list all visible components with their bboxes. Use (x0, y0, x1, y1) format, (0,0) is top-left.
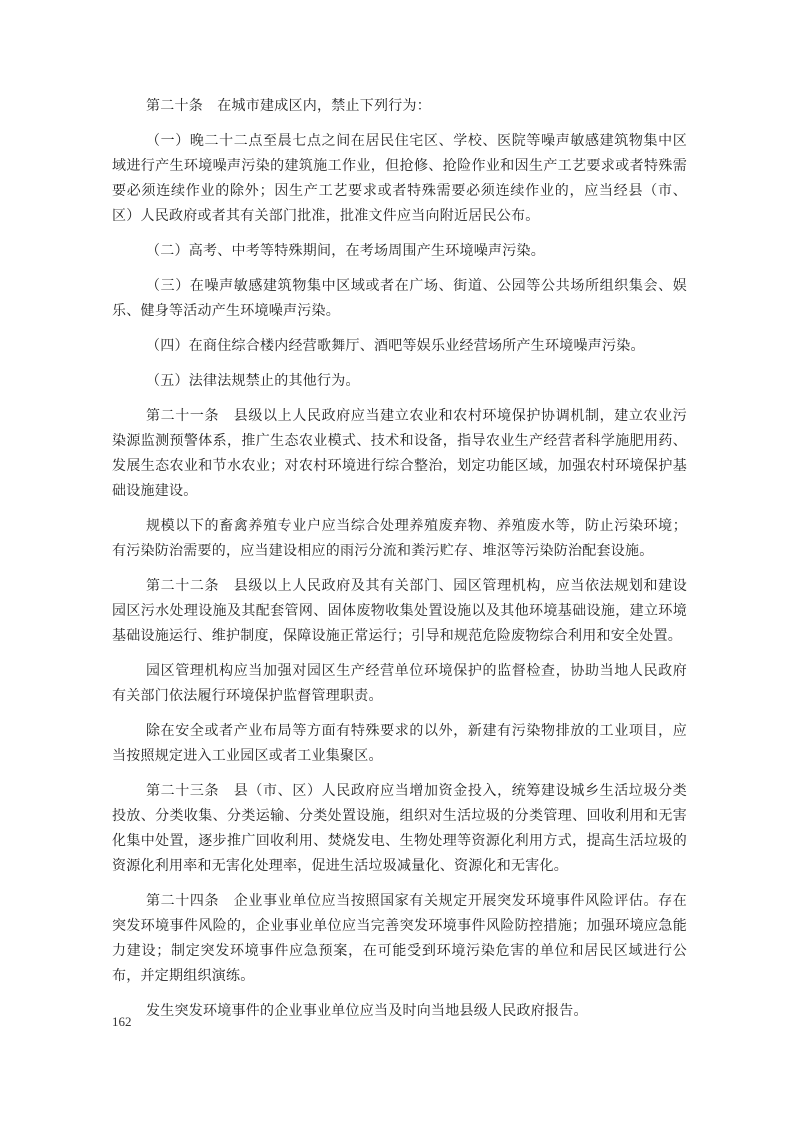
paragraph-article-24: 第二十四条 企业事业单位应当按照国家有关规定开展突发环境事件风险评估。存在突发环境事件风险的，企业事业单位应当完善突发环境事件风险防控措施；加强环境应急能力建设；制定突发环境事件应急预案，在可能受到环境污染危害的单位和居民区域进行公布，并定期组织演练。 (112, 893, 687, 984)
paragraph-article-21: 第二十一条 县级以上人民政府应当建立农业和农村环境保护协调机制，建立农业污染源监测预警体系，推广生态农业模式、技术和设备，指导农业生产经营者科学施肥用药、发展生态农业和节水农业；对农村环境进行综合整治，划定功能区域，加强农村环境保护基础设施建设。 (112, 408, 687, 499)
paragraph-article-20-item-2: （二）高考、中考等特殊期间，在考场周围产生环境噪声污染。 (146, 243, 545, 259)
paragraph-article-20-item-5: （五）法律法规禁止的其他行为。 (146, 373, 360, 389)
paragraph-article-21-livestock: 规模以下的畜禽养殖专业户应当综合处理养殖废弃物、养殖废水等，防止污染环境；有污染防治需要的，应当建设相应的雨污分流和粪污贮存、堆沤等污染防治配套设施。 (112, 518, 687, 559)
paragraph-article-22-industrial-projects: 除在安全或者产业布局等方面有特殊要求的以外，新建有污染物排放的工业项目，应当按照规定进入工业园区或者工业集聚区。 (112, 723, 687, 764)
paragraph-article-20-item-1: （一）晚二十二点至晨七点之间在居民住宅区、学校、医院等噪声敏感建筑物集中区域进行产生环境噪声污染的建筑施工作业，但抢修、抢险作业和因生产工艺要求或者特殊需要必须连续作业的除外；因生产工艺要求或者特殊需要必须连续作业的，应当经县（市、区）人民政府或者其有关部门批准，批准文件应当向附近居民公布。 (112, 133, 687, 224)
paragraph-article-20-item-3: （三）在噪声敏感建筑物集中区域或者在广场、街道、公园等公共场所组织集会、娱乐、健身等活动产生环境噪声污染。 (112, 278, 687, 319)
paragraph-article-20: 第二十条 在城市建成区内，禁止下列行为： (146, 98, 431, 114)
document-body (112, 94, 687, 1034)
page-number: 162 (112, 1014, 132, 1029)
paragraph-article-23: 第二十三条 县（市、区）人民政府应当增加资金投入，统筹建设城乡生活垃圾分类投放、分类收集、分类运输、分类处置设施，组织对生活垃圾的分类管理、回收利用和无害化集中处置，逐步推广回收利用、焚烧发电、生物处理等资源化利用方式，提高生活垃圾的资源化利用率和无害化处理率，促进生活垃圾减量化、资源化和无害化。 (112, 783, 687, 874)
paragraph-article-24-reporting: 发生突发环境事件的企业事业单位应当及时向当地县级人民政府报告。 (146, 1003, 588, 1019)
paragraph-article-20-item-4: （四）在商住综合楼内经营歌舞厅、酒吧等娱乐业经营场所产生环境噪声污染。 (146, 338, 645, 354)
paragraph-article-22: 第二十二条 县级以上人民政府及其有关部门、园区管理机构，应当依法规划和建设园区污水处理设施及其配套管网、固体废物收集处置设施以及其他环境基础设施，建立环境基础设施运行、维护制度，保障设施正常运行；引导和规范危险废物综合利用和安全处置。 (112, 578, 687, 644)
paragraph-article-22-park-management: 园区管理机构应当加强对园区生产经营单位环境保护的监督检查，协助当地人民政府有关部门依法履行环境保护监督管理职责。 (112, 663, 687, 704)
